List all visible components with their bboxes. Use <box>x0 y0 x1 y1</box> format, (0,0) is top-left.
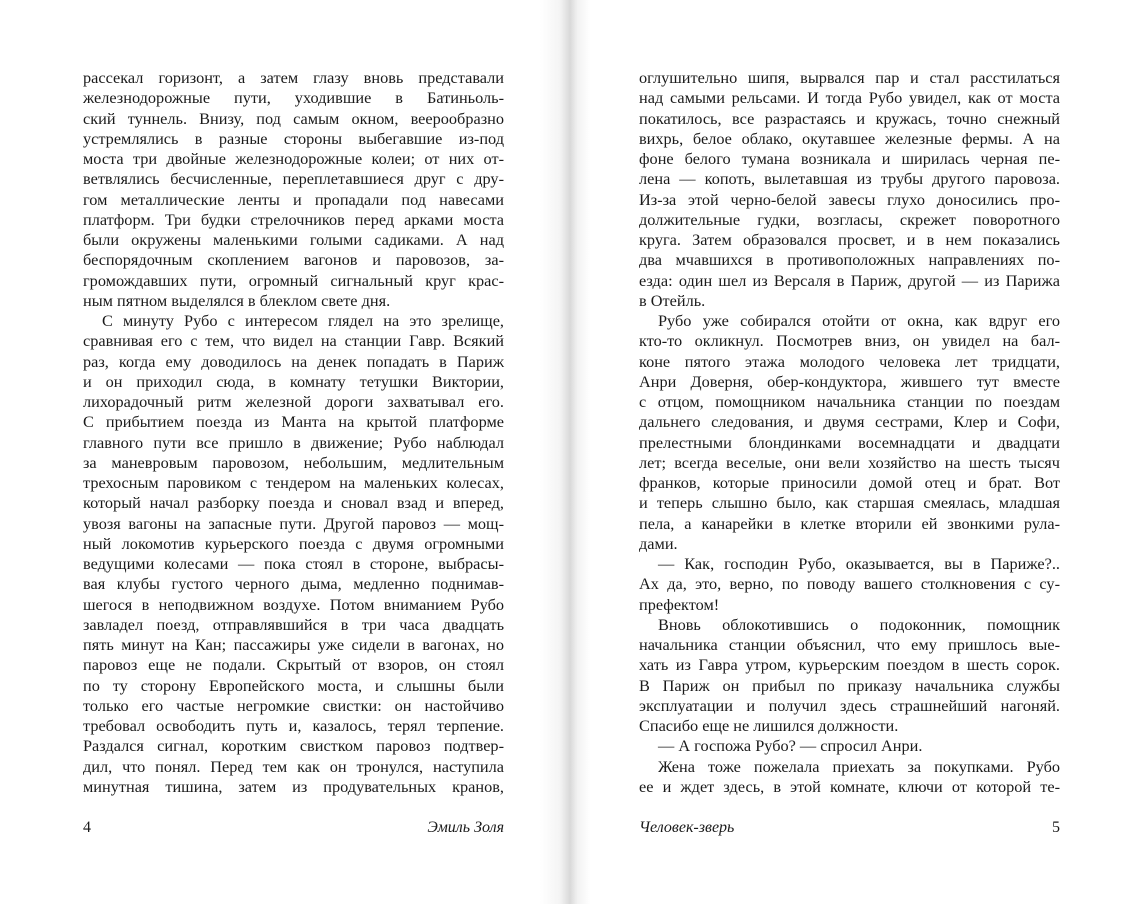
text-line: Рубо уже собирался отойти от окна, как вдруг его <box>658 311 1060 330</box>
text-line: рассекал горизонт, а затем глазу вновь представали <box>83 68 504 87</box>
text-line: Анри Доверня, обер-кондуктора, жившего тут вместе <box>639 371 1060 391</box>
text-line: гом металлические ленты и пропадали под навесами <box>83 189 504 209</box>
text-line: с отцом, помощником начальника станции по поездам <box>639 392 1060 411</box>
text-line: ный локомотив курьерского поезда с двумя огромными <box>83 533 504 553</box>
text-line: — А госпожа Рубо? — спросил Анри. <box>658 736 923 756</box>
paragraph <box>639 757 1060 798</box>
text-line: завладел поезд, отправлявшийся в три часа двадцать <box>83 614 504 634</box>
text-line: С прибытием поезда из Манта на крытой платформе <box>83 412 504 432</box>
text-line: пела, а канарейки в клетке вторили ей звонкими рула- <box>639 513 1060 533</box>
text-line: платформ. Три будки стрелочников перед арками моста <box>83 209 504 229</box>
text-line: ным пятном выделялся в блеклом свете дня. <box>83 290 391 310</box>
paragraph <box>639 615 1060 737</box>
text-line: хать из Гавра утром, курьерским поездом в шесть сорок. <box>639 655 1060 675</box>
book-gutter-shadow <box>540 0 590 904</box>
text-line: Жена тоже пожелала приехать за покупками. Рубо <box>658 756 1060 776</box>
paragraph <box>639 554 1060 615</box>
text-line: пять минут на Кан; пассажиры уже сидели в вагонах, но <box>83 635 504 654</box>
text-line: шегося в неподвижном воздухе. Потом вниманием Рубо <box>83 594 504 614</box>
text-line: франков, которые приносили домой отец и брат. Вот <box>639 473 1060 492</box>
text-line: Спасибо еще не лишился должности. <box>639 716 899 735</box>
paragraph <box>83 68 504 311</box>
text-line: эксплуатации и получил здесь страшнейший нагоняй. <box>639 695 1060 715</box>
text-line: должительные гудки, возгласы, скрежет поворотного <box>639 209 1060 229</box>
text-line: Ах да, это, верно, по поводу вашего столкновения с су- <box>639 574 1060 594</box>
paragraph <box>639 311 1060 554</box>
text-line: С минуту Рубо с интересом глядел на это зрелище, <box>102 311 504 330</box>
text-line: и теперь слышно было, как старшая смеялась, младшая <box>639 493 1060 513</box>
text-line: вая клубы густого черного дыма, медленно поднимав- <box>83 574 504 594</box>
text-line: по ту сторону Европейского моста, и слышны были <box>83 675 504 695</box>
text-line: моста три двойные железнодорожные колеи; от них от- <box>83 149 504 168</box>
text-line: два мчавшихся в противоположных направлениях по- <box>639 250 1060 270</box>
text-line: лена — копоть, вылетавшая из трубы другого паровоза. <box>639 169 1060 189</box>
running-head-author: Эмиль Золя <box>427 819 504 836</box>
text-line: и он приходил сюда, в комнату тетушки Виктории, <box>83 371 504 391</box>
paragraph <box>83 311 504 797</box>
text-line: раз, когда ему доводилось на денек попадать в Париж <box>83 351 504 371</box>
right-page-text <box>639 68 1060 797</box>
text-line: кто-то окликнул. Посмотрев вниз, он увидел на бал- <box>639 331 1060 351</box>
page-number-right: 5 <box>1052 819 1060 836</box>
left-page-text <box>83 68 504 797</box>
text-line: за маневровым паровозом, небольшим, медлительным <box>83 452 504 472</box>
text-line: круга. Затем образовался просвет, и в нем показались <box>639 230 1060 249</box>
text-line: железнодорожные пути, уходившие в Батиньоль- <box>83 88 504 108</box>
text-line: дил, что понял. Перед тем как он тронулся, наступила <box>83 756 504 776</box>
text-line: прелестными блондинками восемнадцати и двадцати <box>639 432 1060 452</box>
text-line: оглушительно шипя, вырвался пар и стал расстилаться <box>639 68 1060 87</box>
text-line: ский туннель. Внизу, под самым окном, веерообразно <box>83 108 504 128</box>
text-line: минутная тишина, затем из продувательных кранов, <box>83 776 504 796</box>
text-line: коне пятого этажа молодого человека лет тридцати, <box>639 351 1060 371</box>
running-head-title: Человек-зверь <box>639 819 735 836</box>
text-line: над самыми рельсами. И тогда Рубо увидел, как от моста <box>639 88 1060 108</box>
text-line: покатилось, все разрастаясь и кружась, точно снежный <box>639 108 1060 128</box>
text-line: трехосным паровиком с тендером на маленьких колесах, <box>83 473 504 492</box>
text-line: беспорядочным скоплением вагонов и паровозов, за- <box>83 250 504 270</box>
text-line: громождавших пути, огромный сигнальный круг крас- <box>83 270 504 290</box>
text-line: езда: один шел из Версаля в Париж, другой — из Парижа <box>639 270 1060 290</box>
paragraph <box>639 68 1060 311</box>
text-line: который начал разборку поезда и сновал взад и вперед, <box>83 493 504 513</box>
text-line: только его частые негромкие свистки: он настойчиво <box>83 695 504 715</box>
text-line: Раздался сигнал, коротким свистком паровоз подтвер- <box>83 736 504 756</box>
text-line: префектом! <box>639 594 720 614</box>
text-line: — Как, господин Рубо, оказывается, вы в Париже?.. <box>658 554 1060 573</box>
text-line: начальника станции объяснил, что ему пришлось вые- <box>639 635 1060 654</box>
text-line: ее и ждет здесь, в этой комнате, ключи от которой те- <box>639 776 1060 796</box>
text-line: главного пути все пришло в движение; Рубо наблюдал <box>83 432 504 452</box>
text-line: устремлялись в разные стороны выбегавшие из-под <box>83 128 504 148</box>
text-line: ведущими колесами — пока стоял в стороне, выбрасы- <box>83 554 504 573</box>
text-line: в Отейль. <box>639 290 706 310</box>
text-line: ветвлялись бесчисленные, переплетавшиеся друг с дру- <box>83 169 504 189</box>
text-line: вихрь, белое облако, окутавшее железные фермы. А на <box>639 128 1060 148</box>
text-line: дальнего следования, и двумя сестрами, Клер и Софи, <box>639 412 1060 432</box>
text-line: лихорадочный ритм железной дороги захватывал его. <box>83 392 504 411</box>
text-line: фоне белого тумана возникала и ширилась черная пе- <box>639 149 1060 168</box>
page-number-left: 4 <box>83 819 91 836</box>
text-line: паровоз еще не подали. Скрытый от взоров, он стоял <box>83 655 504 675</box>
text-line: Вновь облокотившись о подоконник, помощник <box>658 614 1060 634</box>
text-line: дами. <box>639 533 678 553</box>
text-line: требовал освободить путь и, казалось, терял терпение. <box>83 716 504 735</box>
text-line: В Париж он прибыл по приказу начальника службы <box>639 675 1060 695</box>
text-line: лет; всегда веселые, они вели хозяйство на шесть тысяч <box>639 452 1060 472</box>
text-line: Из-за этой черно-белой завесы глухо доносились про- <box>639 189 1060 209</box>
paragraph <box>639 736 1060 756</box>
text-line: сравнивая его с тем, что видел на станции Гавр. Всякий <box>83 331 504 351</box>
text-line: были окружены маленькими голыми садиками. А над <box>83 230 504 249</box>
text-line: увозя вагоны на запасные пути. Другой паровоз — мощ- <box>83 513 504 533</box>
